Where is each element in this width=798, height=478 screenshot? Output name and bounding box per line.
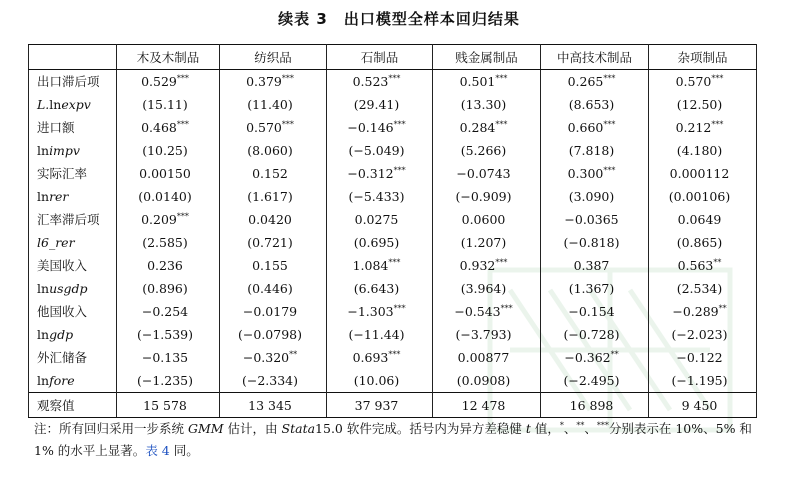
table-row: [29, 231, 757, 254]
row-label-text: ln: [37, 281, 50, 296]
table-cell: [117, 300, 220, 323]
row-label: [29, 162, 117, 185]
table-row: [29, 300, 757, 323]
table-cell: [220, 231, 327, 254]
cell-value: 0.155: [252, 258, 288, 273]
table-reference-link[interactable]: 表 4: [145, 443, 170, 458]
cell-value: (10.25): [142, 143, 188, 158]
cell-value: −0.312: [347, 166, 394, 181]
table-cell: [220, 208, 327, 231]
row-label-italic: l6_rer: [37, 235, 75, 250]
table-cell: [327, 93, 433, 116]
table-cell: [649, 346, 757, 369]
regression-table: [28, 44, 757, 418]
significance-stars: ***: [176, 211, 189, 221]
significance-stars: ***: [388, 257, 401, 267]
row-label-text: 汇率滞后项: [37, 212, 100, 227]
table-cell: [327, 70, 433, 94]
table-cell: [649, 208, 757, 231]
cell-value: −0.543: [454, 304, 501, 319]
table-cell: [220, 185, 327, 208]
cell-value: (0.00106): [668, 189, 731, 204]
table-row: [29, 323, 757, 346]
cell-value: 1.084: [352, 258, 389, 273]
significance-stars: ***: [603, 119, 616, 129]
note-text: 值，: [530, 421, 560, 436]
row-label: [29, 231, 117, 254]
table-cell: [541, 369, 649, 393]
table-cell: [541, 254, 649, 277]
significance-stars: ***: [176, 73, 189, 83]
table-cell: [541, 231, 649, 254]
row-label-text: 美国收入: [37, 258, 88, 273]
cell-value: (10.06): [353, 373, 400, 388]
table-cell: 13 345: [220, 393, 327, 418]
row-label-italic: expv: [61, 97, 91, 112]
table-cell: [117, 185, 220, 208]
note-text: 、: [584, 421, 597, 436]
cell-value: (−0.818): [563, 235, 620, 250]
row-label-italic: impv: [49, 143, 80, 158]
significance-stars: ***: [500, 303, 513, 313]
table-cell: [327, 185, 433, 208]
significance-stars: ***: [495, 119, 508, 129]
note-text: 15.0 软件完成。括号内为异方差稳健: [315, 421, 526, 436]
table-row: [29, 162, 757, 185]
table-cell: [220, 277, 327, 300]
row-label: [29, 277, 117, 300]
table-cell: [117, 277, 220, 300]
table-cell: [541, 70, 649, 94]
cell-value: 0.932: [459, 258, 496, 273]
row-label-italic: fore: [49, 373, 75, 388]
cell-value: 0.0649: [677, 212, 722, 227]
cell-value: −0.146: [347, 120, 394, 135]
table-title: 续表 3 出口模型全样本回归结果: [278, 10, 520, 28]
table-cell: [541, 300, 649, 323]
cell-value: (−1.539): [136, 327, 193, 342]
significance-stars: ***: [393, 303, 406, 313]
row-label: [29, 116, 117, 139]
table-cell: [327, 116, 433, 139]
table-row: [29, 185, 757, 208]
note-text: 估计，由: [223, 421, 282, 436]
cell-value: 0.379: [246, 74, 282, 89]
table-cell: [117, 231, 220, 254]
cell-value: 0.152: [252, 166, 288, 181]
column-header: 木及木制品: [117, 45, 220, 70]
table-row: [29, 346, 757, 369]
row-label-text: ln: [49, 97, 62, 112]
significance-stars: ***: [393, 165, 406, 175]
cell-value: 0.236: [147, 258, 183, 273]
cell-value: 0.0420: [248, 212, 292, 227]
cell-value: −0.0179: [242, 304, 298, 319]
note-italic: Stata: [281, 421, 316, 436]
cell-value: 0.693: [352, 350, 389, 365]
table-cell: [220, 93, 327, 116]
table-cell: [433, 277, 541, 300]
row-label-text: 进口额: [37, 120, 75, 135]
cell-value: (1.207): [460, 235, 507, 250]
cell-value: (2.534): [676, 281, 723, 296]
table-cell: [117, 93, 220, 116]
row-label: [29, 323, 117, 346]
row-label-text: ln: [37, 373, 50, 388]
table-cell: [327, 254, 433, 277]
cell-value: 0.570: [246, 120, 282, 135]
table-cell: [220, 346, 327, 369]
table-row: [29, 277, 757, 300]
table-cell: [433, 185, 541, 208]
cell-value: (−2.334): [241, 373, 298, 388]
table-cell: [649, 116, 757, 139]
cell-value: (1.617): [247, 189, 293, 204]
column-header: 石制品: [327, 45, 433, 70]
cell-value: (−11.44): [348, 327, 405, 342]
table-row: [29, 254, 757, 277]
table-cell: [327, 208, 433, 231]
table-note: [34, 418, 769, 462]
cell-value: (−0.728): [563, 327, 620, 342]
note-text: 、: [563, 421, 577, 436]
cell-value: 0.387: [573, 258, 610, 273]
row-label: [29, 208, 117, 231]
table-row: [29, 208, 757, 231]
cell-value: (−3.793): [455, 327, 512, 342]
cell-value: −0.135: [141, 350, 189, 365]
table-cell: [541, 139, 649, 162]
table-cell: [433, 139, 541, 162]
table-cell: [649, 231, 757, 254]
cell-value: (−5.433): [348, 189, 405, 204]
row-label-italic: gdp: [49, 327, 74, 342]
row-label-text: 他国收入: [37, 304, 88, 319]
column-header: 纺织品: [220, 45, 327, 70]
row-label-text: 外汇储备: [37, 350, 88, 365]
table-cell: [541, 116, 649, 139]
cell-value: (1.367): [568, 281, 615, 296]
table-cell: [220, 162, 327, 185]
table-cell: [117, 346, 220, 369]
row-label-italic: rer: [49, 189, 69, 204]
table-row: [29, 93, 757, 116]
table-cell: 12 478: [433, 393, 541, 418]
cell-value: (−1.195): [671, 373, 728, 388]
significance-stars: **: [713, 257, 722, 267]
cell-value: 0.284: [459, 120, 496, 135]
table-cell: 9 450: [649, 393, 757, 418]
table-cell: [433, 116, 541, 139]
cell-value: (−0.909): [455, 189, 512, 204]
cell-value: (−2.023): [671, 327, 728, 342]
table-cell: [649, 277, 757, 300]
table-cell: [220, 254, 327, 277]
cell-value: 0.0600: [461, 212, 506, 227]
table-cell: [649, 300, 757, 323]
row-label: [29, 139, 117, 162]
note-text: 分别表示在 10%、5% 和 1% 的水平上显著。: [34, 421, 752, 458]
cell-value: −0.320: [242, 350, 290, 365]
table-cell: [433, 369, 541, 393]
cell-value: (0.0908): [456, 373, 511, 388]
table-cell: [433, 254, 541, 277]
column-header: 贱金属制品: [433, 45, 541, 70]
table-cell: [433, 231, 541, 254]
table-cell: [117, 139, 220, 162]
row-label-text: ln: [37, 143, 50, 158]
significance-stars: ***: [393, 119, 406, 129]
cell-value: (3.090): [568, 189, 615, 204]
cell-value: 0.300: [567, 166, 604, 181]
row-label-text: ln: [37, 327, 50, 342]
table-cell: [541, 162, 649, 185]
table-cell: [220, 116, 327, 139]
note-text: 注：所有回归采用一步系统: [34, 421, 188, 436]
observations-row: [29, 393, 757, 418]
cell-value: (−5.049): [348, 143, 405, 158]
cell-value: (7.818): [568, 143, 615, 158]
cell-value: (2.585): [142, 235, 188, 250]
table-cell: 37 937: [327, 393, 433, 418]
cell-value: (−1.235): [136, 373, 193, 388]
cell-value: (6.643): [353, 281, 400, 296]
cell-value: (−2.495): [563, 373, 620, 388]
row-label: 观察值: [29, 393, 117, 418]
row-label: [29, 300, 117, 323]
header-row: [29, 45, 757, 70]
table-cell: [117, 254, 220, 277]
table-cell: [117, 116, 220, 139]
table-cell: [327, 231, 433, 254]
table-cell: [541, 208, 649, 231]
row-label: [29, 346, 117, 369]
cell-value: 0.660: [567, 120, 604, 135]
row-label: [29, 70, 117, 94]
row-label: [29, 254, 117, 277]
table-cell: [220, 300, 327, 323]
significance-stars: ***: [388, 73, 401, 83]
table-cell: [117, 208, 220, 231]
cell-value: (−0.0798): [238, 327, 302, 342]
table-row: [29, 70, 757, 94]
table-cell: [433, 70, 541, 94]
note-sup: *: [559, 420, 564, 430]
significance-stars: ***: [388, 349, 401, 359]
significance-stars: ***: [495, 257, 508, 267]
cell-value: −0.289: [672, 304, 719, 319]
table-row: [29, 369, 757, 393]
row-label-text: 出口滞后项: [37, 74, 100, 89]
cell-value: 0.529: [141, 74, 177, 89]
cell-value: (11.40): [247, 97, 293, 112]
table-cell: [327, 139, 433, 162]
cell-value: 0.00150: [139, 166, 191, 181]
table-cell: [541, 93, 649, 116]
cell-value: (29.41): [353, 97, 400, 112]
cell-value: (5.266): [460, 143, 507, 158]
cell-value: (15.11): [142, 97, 188, 112]
row-label: [29, 185, 117, 208]
table-cell: [649, 369, 757, 393]
significance-stars: **: [718, 303, 727, 313]
cell-value: 0.468: [141, 120, 177, 135]
cell-value: 0.000112: [669, 166, 730, 181]
table-cell: [327, 277, 433, 300]
cell-value: (8.653): [568, 97, 615, 112]
column-header: 杂项制品: [649, 45, 757, 70]
table-cell: [433, 208, 541, 231]
row-label-text: 实际汇率: [37, 166, 88, 181]
cell-value: (13.30): [460, 97, 507, 112]
table-cell: [117, 162, 220, 185]
significance-stars: **: [610, 349, 619, 359]
table-cell: [541, 277, 649, 300]
column-header: [29, 45, 117, 70]
row-label: [29, 369, 117, 393]
significance-stars: ***: [281, 73, 294, 83]
significance-stars: ***: [176, 119, 189, 129]
cell-value: (0.446): [247, 281, 293, 296]
cell-value: (0.896): [142, 281, 188, 296]
cell-value: (0.721): [247, 235, 293, 250]
table-cell: [541, 185, 649, 208]
table-cell: [649, 162, 757, 185]
row-label: [29, 93, 117, 116]
note-sup: **: [576, 420, 585, 430]
table-cell: [220, 70, 327, 94]
table-row: [29, 116, 757, 139]
table-cell: [649, 70, 757, 94]
row-label-italic: L.: [37, 97, 50, 112]
cell-value: (0.695): [353, 235, 400, 250]
note-italic: GMM: [187, 421, 224, 436]
table-cell: [117, 70, 220, 94]
table-cell: [327, 300, 433, 323]
cell-value: (8.060): [247, 143, 293, 158]
significance-stars: ***: [603, 165, 616, 175]
table-cell: [649, 185, 757, 208]
cell-value: (3.964): [460, 281, 507, 296]
cell-value: (0.0140): [138, 189, 192, 204]
table-cell: [117, 323, 220, 346]
cell-value: (0.865): [676, 235, 723, 250]
table-cell: [433, 93, 541, 116]
table-cell: [220, 323, 327, 346]
significance-stars: ***: [711, 73, 724, 83]
cell-value: 0.570: [675, 74, 712, 89]
cell-value: 0.00877: [457, 350, 510, 365]
table-cell: 15 578: [117, 393, 220, 418]
column-header: 中高技术制品: [541, 45, 649, 70]
cell-value: (4.180): [676, 143, 723, 158]
cell-value: −0.154: [568, 304, 615, 319]
cell-value: −0.254: [141, 304, 189, 319]
cell-value: 0.212: [675, 120, 712, 135]
table-cell: [327, 323, 433, 346]
table-row: [29, 139, 757, 162]
table-cell: [649, 139, 757, 162]
table-cell: [433, 346, 541, 369]
row-label-text: ln: [37, 189, 50, 204]
cell-value: −0.0365: [564, 212, 619, 227]
cell-value: 0.523: [352, 74, 389, 89]
note-sup: ***: [596, 420, 609, 430]
cell-value: −1.303: [347, 304, 394, 319]
significance-stars: ***: [281, 119, 294, 129]
table-cell: [433, 323, 541, 346]
table-cell: [220, 139, 327, 162]
table-cell: [433, 162, 541, 185]
table-cell: [220, 369, 327, 393]
significance-stars: **: [289, 349, 298, 359]
table-cell: 16 898: [541, 393, 649, 418]
significance-stars: ***: [603, 73, 616, 83]
table-cell: [117, 369, 220, 393]
table-cell: [649, 254, 757, 277]
cell-value: (12.50): [676, 97, 723, 112]
cell-value: 0.209: [141, 212, 177, 227]
significance-stars: ***: [711, 119, 724, 129]
table-cell: [649, 323, 757, 346]
cell-value: −0.122: [676, 350, 723, 365]
table-cell: [327, 162, 433, 185]
note-italic: t: [525, 421, 531, 436]
table-cell: [327, 346, 433, 369]
cell-value: −0.362: [564, 350, 611, 365]
table-cell: [541, 346, 649, 369]
cell-value: 0.563: [677, 258, 714, 273]
cell-value: −0.0743: [456, 166, 511, 181]
note-text: 同。: [169, 443, 199, 458]
cell-value: 0.265: [567, 74, 604, 89]
table-cell: [327, 369, 433, 393]
significance-stars: ***: [495, 73, 508, 83]
cell-value: 0.0275: [354, 212, 399, 227]
table-cell: [649, 93, 757, 116]
cell-value: 0.501: [459, 74, 496, 89]
table-cell: [433, 300, 541, 323]
table-cell: [541, 323, 649, 346]
row-label-italic: usgdp: [49, 281, 88, 296]
